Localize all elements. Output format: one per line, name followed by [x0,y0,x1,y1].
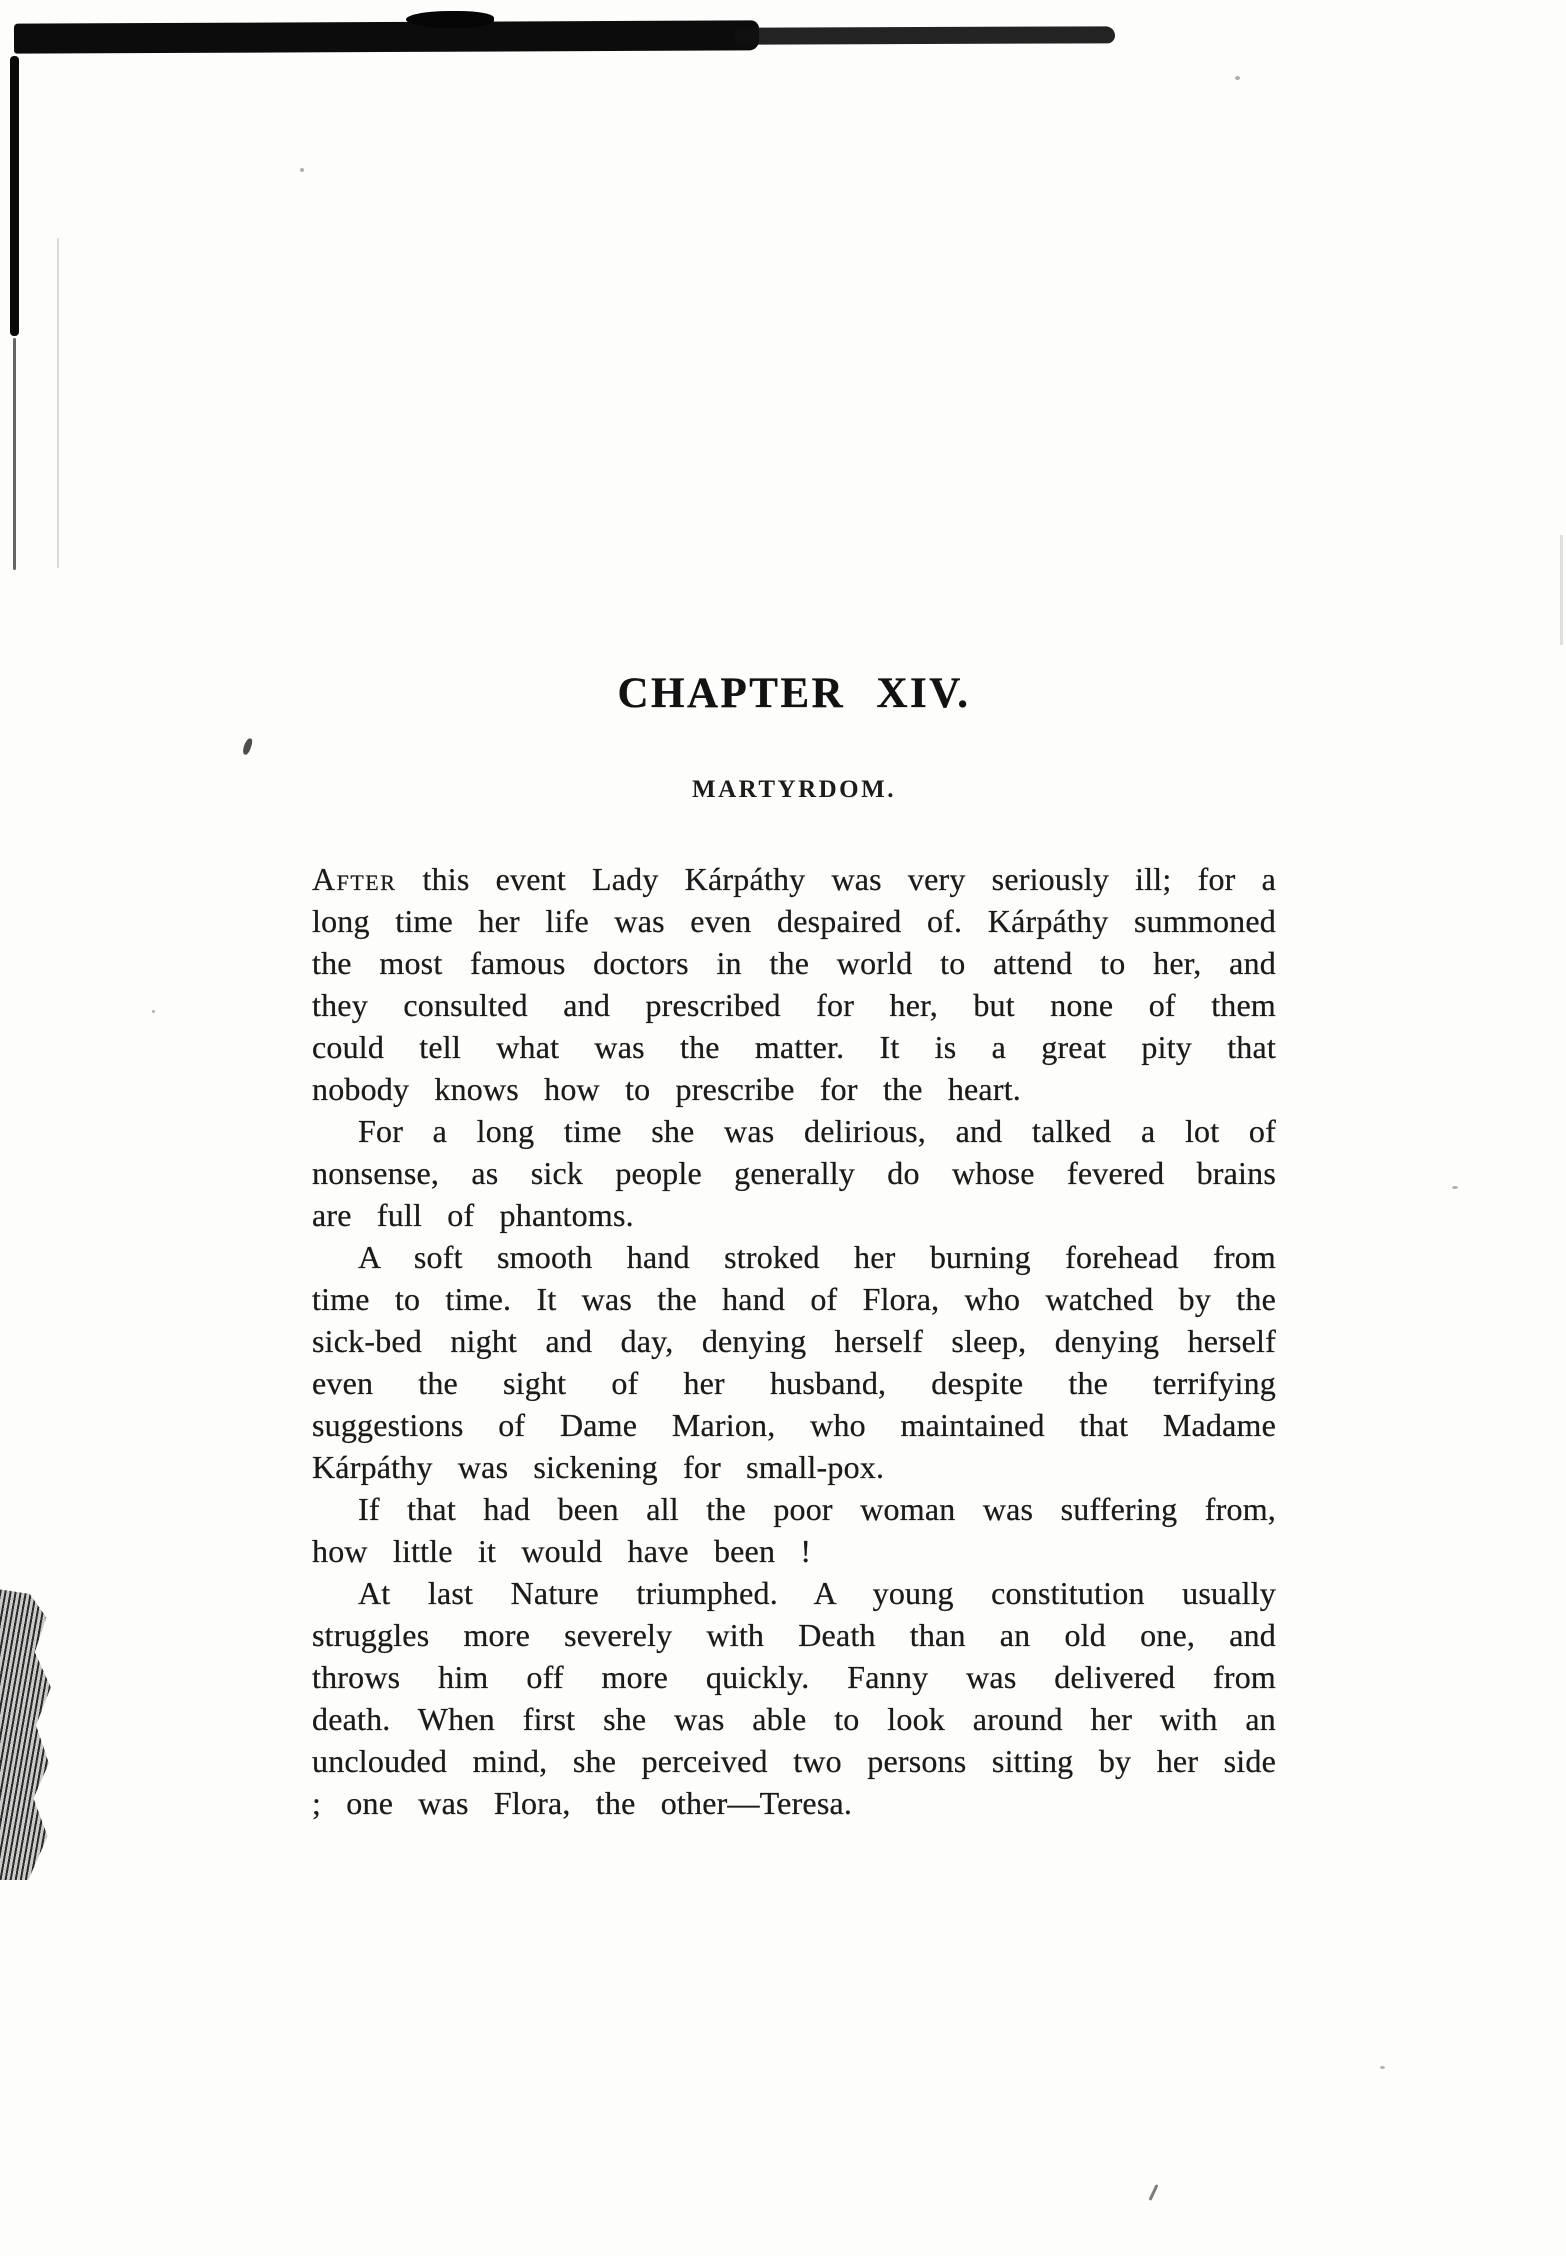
scan-artifact-ink-smudge [0,1588,54,1880]
scan-artifact-left-hairline [57,238,59,568]
paragraph-1 [312,858,1276,1110]
paragraph-4: If that had been all the poor woman was suffering from, how little it would have been ! [312,1491,1276,1569]
scan-artifact-right-edge [1560,535,1563,645]
scan-artifact-left-edge-bar [10,56,19,336]
lead-word: After [312,861,397,897]
paragraph-5: At last Nature triumphed. A young constitution usually struggles more severely with Death than an old one, and throws him off more quickly. Fanny was delivered from death. When first she was able to look around her with an unclouded mind, she perceived two persons sitting by her side ; one was Flora, the other—Teresa. [312,1575,1276,1821]
chapter-heading: CHAPTER XIV. [617,670,971,717]
ink-speck [1452,1186,1458,1189]
scan-artifact-stray-mark [242,737,254,755]
scan-artifact-top-blob [406,11,494,28]
scan-artifact-top-edge [14,20,759,53]
scan-artifact-top-edge-thin [735,26,1115,44]
body-text [312,858,1276,1824]
ink-speck [152,1010,155,1013]
page-text-block [312,672,1276,1824]
scan-artifact-bottom-mark [1149,2184,1159,2201]
paragraph-3: A soft smooth hand stroked her burning forehead from time to time. It was the hand of Flora, who watched by the sick-bed night and day, denying herself sleep, denying herself even the sight of her husband, despite the terrifying suggestions of Dame Marion, who maintained that Madame Kárpáthy was sickening for small-pox. [312,1239,1276,1485]
scan-artifact-left-edge-thin [13,338,16,570]
ink-speck [1235,76,1240,80]
section-heading: MARTYRDOM. [692,776,896,803]
paragraph-2: For a long time she was delirious, and talked a lot of nonsense, as sick people generally do whose fevered brains are full of phantoms. [312,1113,1276,1233]
ink-speck [300,168,304,172]
ink-speck [1380,2066,1385,2069]
paragraph-1-text: this event Lady Kárpáthy was very seriously ill; for a long time her life was even despaired of. Kárpáthy summoned the most famous doctors in the world to attend to her, and they consulted and prescribed for her, but none of them could tell what was the matter. It is a great pity that nobody knows how to prescribe for the heart. [312,861,1276,1107]
